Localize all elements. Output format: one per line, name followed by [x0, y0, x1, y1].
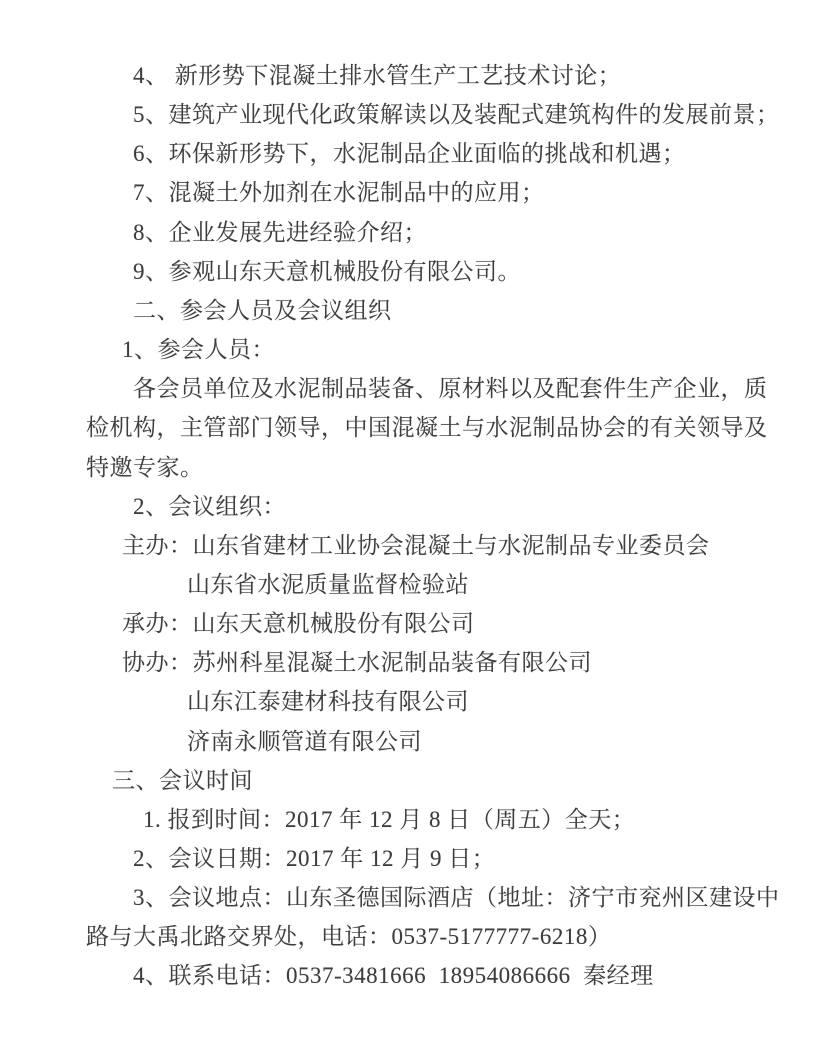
doc-line: 6、环保新形势下，水泥制品企业面临的挑战和机遇；	[133, 141, 686, 167]
doc-line: 各会员单位及水泥制品装备、原材料以及配套件生产企业，质	[133, 376, 768, 402]
doc-line: 主办：山东省建材工业协会混凝土与水泥制品专业委员会	[122, 532, 710, 558]
doc-line: 特邀专家。	[86, 454, 204, 480]
doc-line: 协办：苏州科星混凝土水泥制品装备有限公司	[122, 650, 592, 676]
doc-line: 4、 新形势下混凝土排水管生产工艺技术讨论；	[133, 63, 622, 88]
doc-line: 7、混凝土外加剂在水泥制品中的应用；	[133, 180, 545, 206]
doc-line: 三、会议时间	[112, 767, 253, 793]
doc-line: 山东江泰建材科技有限公司	[187, 689, 469, 715]
doc-line: 承办：山东天意机械股份有限公司	[122, 611, 475, 637]
doc-line: 山东省水泥质量监督检验站	[187, 571, 469, 597]
doc-line: 2、会议组织：	[133, 493, 286, 519]
doc-line: 5、建筑产业现代化政策解读以及装配式建筑构件的发展前景；	[133, 102, 780, 128]
doc-line: 9、参观山东天意机械股份有限公司。	[133, 258, 521, 284]
doc-line: 8、企业发展先进经验介绍；	[133, 219, 427, 245]
doc-line: 3、会议地点：山东圣德国际酒店（地址：济宁市兖州区建设中	[133, 885, 780, 911]
doc-line: 4、联系电话：0537-3481666 18954086666 秦经理	[133, 963, 654, 989]
doc-line: 路与大禹北路交界处，电话：0537-5177777-6218）	[86, 924, 612, 950]
doc-line: 1、参会人员：	[122, 337, 275, 363]
doc-line: 二、参会人员及会议组织	[133, 297, 392, 323]
doc-line: 检机构，主管部门领导，中国混凝土与水泥制品协会的有关领导及	[86, 415, 768, 441]
doc-line: 济南永顺管道有限公司	[187, 728, 422, 754]
doc-line: 2、会议日期：2017 年 12 月 9 日；	[133, 846, 496, 871]
doc-line: 1. 报到时间：2017 年 12 月 8 日（周五）全天；	[143, 806, 636, 832]
